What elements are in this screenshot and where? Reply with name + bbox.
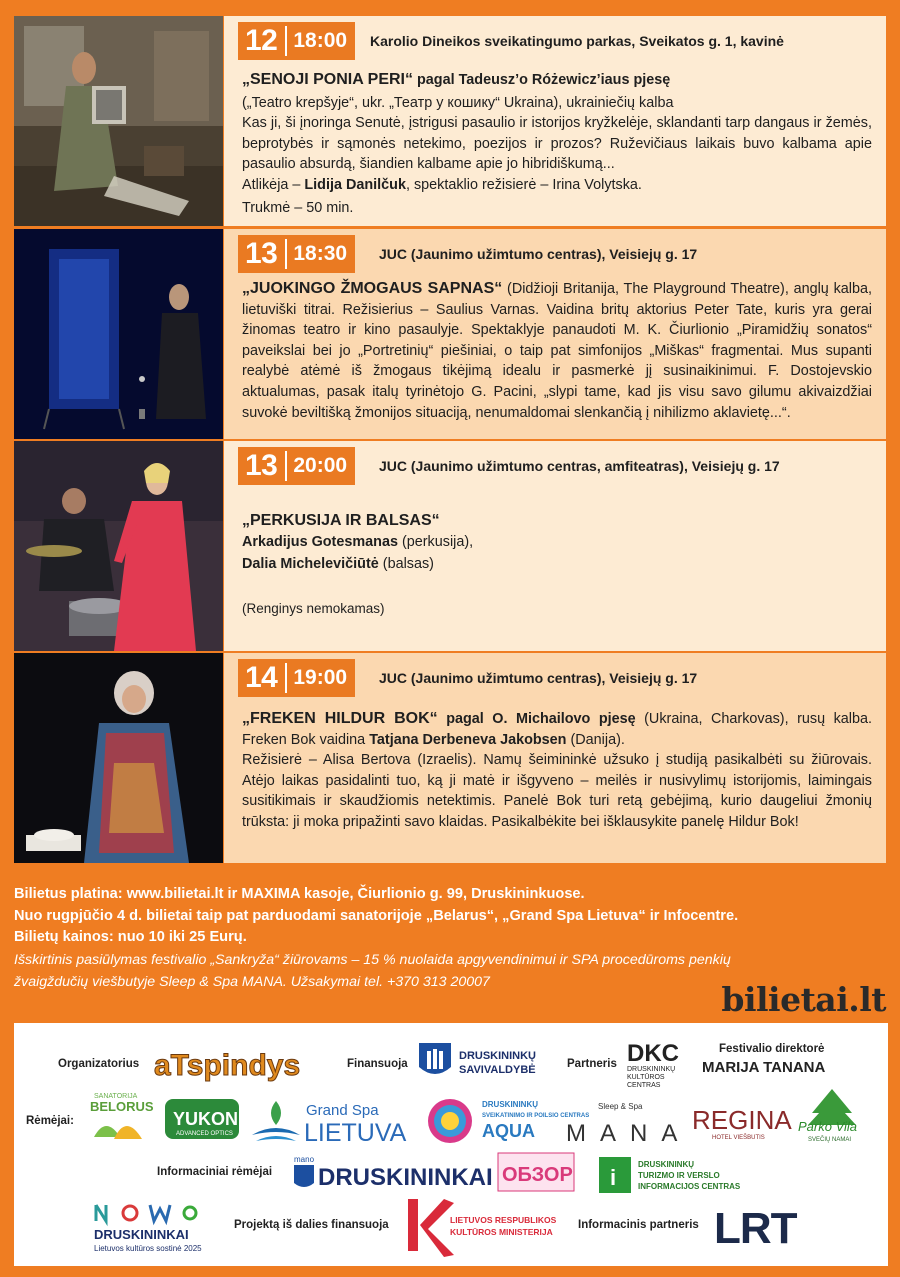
lkm-line-1: LIETUVOS RESPUBLIKOS: [450, 1215, 557, 1225]
aqua-top: DRUSKININKŲ: [482, 1100, 538, 1109]
lrt-text: LRT: [714, 1204, 797, 1253]
svg-text:i: i: [610, 1165, 617, 1190]
aqua-text: AQUA: [482, 1121, 535, 1141]
event-13-1830: [14, 229, 886, 439]
spa-symbol-logo: [246, 1095, 306, 1150]
event-description: [242, 70, 872, 218]
regina-logo: [690, 1099, 792, 1148]
event-photo-accordion-player: [14, 16, 223, 226]
event-day: 12: [245, 24, 278, 57]
event-body: [224, 229, 886, 439]
performer-2-role: (balsas): [378, 556, 434, 573]
parko-vila-logo: [790, 1087, 874, 1150]
director-name: MARIJA TANANA: [702, 1059, 826, 1076]
event-title: „SENOJI PONIA PERI“: [242, 71, 413, 88]
event-body: [224, 16, 886, 226]
druskininkai-municipality-logo: [417, 1039, 547, 1088]
svg-text:DKC: DKC: [627, 1040, 679, 1067]
obzor-logo: [496, 1151, 576, 1198]
culture-line-1: DRUSKININKAI: [94, 1227, 189, 1242]
belorus-top: SANATORIJA: [94, 1093, 138, 1100]
event-12: [14, 16, 886, 226]
event-venue: Karolio Dineikos sveikatingumo parkas, Sveikatos g. 1, kavinė: [370, 33, 784, 49]
park-sub: SVEČIŲ NAMAI: [808, 1137, 852, 1143]
tic-line-3: INFORMACIJOS CENTRAS: [638, 1182, 741, 1191]
actor-name: Tatjana Derbeneva Jakobsen: [369, 731, 567, 748]
performer-2-name: Dalia Michelevičiūtė: [242, 556, 379, 573]
event-desc-text: (Didžioji Britanija, The Playground Theatre), anglų kalba, lietuviški titrai. Režisierius – Saulius Varnas. Vaidina britų aktorius Peter Tate, kuris yra gerai žinomas teatro ir kino pasaulyje. Spektaklyje panaudoti M. K. Čiurlionio „Piramidžių sonatos“ paveikslai bei jo „Portretinių“ piešiniai, o taip pat simfonijos „Miškas“ fragmentai. Mus supanti realybė atėmė iš žmogaus tikėjimą idealu ir pasmerkė jį susinaikinimui. F. Dostojevskio aktualumas, pasak italų tyrinėtojo G. Pacini, „slypi tame, kad jis visu savo gilumu akivaizdžiai suvokė beviltišką žmonijos situaciją, nenumaldomai slenkančią į nihilizmo aklavietę...“.: [242, 281, 872, 421]
event-day: 14: [245, 661, 278, 694]
lrt-logo: [714, 1199, 814, 1258]
grandspa-line-2: LIETUVA: [304, 1119, 407, 1147]
ticket-prices: Bilietų kainos: nuo 10 iki 25 Eurų.: [14, 929, 247, 946]
special-offer-line-2: žvaigždučių viešbutyje Sleep & Spa MANA. Užsakymai tel. +370 313 20007: [14, 973, 490, 990]
yukon-text: YUKON: [173, 1109, 239, 1129]
belorus-text: BELORUS: [90, 1099, 154, 1114]
ticket-info: [14, 884, 888, 993]
date-time-badge: [238, 659, 355, 697]
mana-logo: [564, 1097, 692, 1150]
sponsors-panel: [14, 1023, 888, 1266]
info-supporters-label: Informaciniai rėmėjai: [157, 1166, 273, 1178]
grand-spa-lietuva-logo: [302, 1099, 426, 1152]
event-time: 18:30: [293, 242, 348, 265]
grandspa-line-1: Grand Spa: [306, 1102, 379, 1119]
event-title-tail: (Ukraina, Charkovas), rusų kalba. Freken Bok vaidina: [242, 711, 872, 748]
dkc-logo: [627, 1037, 687, 1096]
lkm-line-2: KULTŪROS MINISTERIJA: [450, 1227, 553, 1237]
regina-sub: HOTEL VIEŠBUTIS: [712, 1135, 765, 1141]
event-title: „JUOKINGO ŽMOGAUS SAPNAS“: [242, 280, 503, 297]
bilietai-logo: bilietai.lt: [721, 980, 886, 1019]
event-desc-text: Kas ji, ši įnoringa Senutė, įstrigusi pasaulio ir istorijos kryžkelėje, sklandanti tarp dangaus ir žemės, beprotybės ir sąmonės netekimo, poezijos ir prozos? Ruževičiaus laikais buvo kalbama apie pasaulio absurdą, šiandien kalbame apie jo hibridiškumą...: [242, 115, 872, 173]
event-title: „PERKUSIJA IR BALSAS“: [242, 512, 440, 529]
performer-suffix: , spektaklio režisierė – Irina Volytska.: [405, 176, 642, 193]
regina-text: REGINA: [692, 1105, 792, 1135]
atspindys-logo-text: aTspindys: [154, 1049, 301, 1082]
druskininkai-culture-capital-logo: [90, 1199, 240, 1262]
mano-druskininkai-logo: [292, 1151, 493, 1198]
special-offer-line-1: Išskirtinis pasiūlymas festivalio „Sankryža“ žiūrovams – 15 % nuolaida apgyvendinimui ir SPA procedūroms penkių: [14, 951, 731, 968]
organizer-label: Organizatorius: [58, 1058, 140, 1070]
event-day: 13: [245, 449, 278, 482]
druskininkai-text: DRUSKININKAI: [318, 1164, 493, 1191]
event-body: [224, 653, 886, 863]
event-venue: JUC (Jaunimo užimtumo centras), Veisiejų g. 17: [379, 246, 698, 262]
tourism-info-centre-logo: [598, 1155, 768, 1200]
culture-ministry-logo: [404, 1195, 557, 1264]
supporters-label: Rėmėjai:: [26, 1115, 74, 1127]
performer-prefix: Atlikėja –: [242, 176, 305, 193]
event-note: (Renginys nemokamas): [242, 601, 385, 616]
finance-logo-line-1: DRUSKININKŲ: [459, 1050, 536, 1062]
dkc-line-3: CENTRAS: [627, 1082, 661, 1089]
event-time: 20:00: [293, 454, 348, 477]
event-description: [242, 709, 872, 833]
aqua-logo: [424, 1093, 590, 1152]
dkc-line-1: DRUSKININKŲ: [627, 1066, 676, 1073]
tic-line-2: TURIZMO IR VERSLO: [638, 1171, 720, 1180]
event-13-2000: [14, 441, 886, 651]
event-duration: Trukmė – 50 min.: [242, 199, 354, 216]
culture-line-2: Lietuvos kultūros sostinė 2025: [94, 1244, 202, 1253]
ticket-line-2: Nuo rugpjūčio 4 d. bilietai taip pat parduodami sanatorijoje „Belarus“, „Grand Spa Lietuva“ ir Infocentre.: [14, 907, 739, 924]
event-venue: JUC (Jaunimo užimtumo centras), Veisiejų g. 17: [379, 670, 698, 686]
event-body: [224, 441, 886, 651]
event-desc-text: Režisierė – Alisa Bertova (Izraelis). Namų šeimininkė užsuko į studiją pasikalbėti su žiūrovais. Atėjo laikas pasidalinti tuo, ką ji matė ir išgyveno – meilės ir nusivylimų istorijomis, laimingais susitikimais ir skaudžiomis netektimis. Panelė Bok turi retą gebėjimą, kurio daugeliui žmonių trūksta: ji moka pripažinti savo klaidas. Pasikalbėkite bei išklausykite panelę Hildur Bok!: [242, 752, 872, 830]
event-venue: JUC (Jaunimo užimtumo centras, amfiteatras), Veisiejų g. 17: [379, 458, 780, 474]
dkc-line-2: KULTŪROS: [627, 1074, 665, 1081]
date-time-badge: [238, 22, 355, 60]
event-photo-woman-phone: [14, 653, 223, 863]
yukon-logo: [164, 1097, 240, 1146]
mana-top: Sleep & Spa: [598, 1102, 643, 1111]
obzor-text: ОБЗОР: [502, 1164, 573, 1186]
event-time: 19:00: [293, 666, 348, 689]
event-title-rest: pagal Tadeusz’o Różewicz’iaus pjesę: [413, 72, 671, 88]
mana-text: MANA: [566, 1120, 692, 1147]
date-time-badge: [238, 235, 355, 273]
event-title-rest: pagal O. Michailovo pjesę: [437, 711, 636, 727]
ticket-line-1: Bilietus platina: www.bilietai.lt ir MAXIMA kasoje, Čiurlionio g. 99, Druskininkuose.: [14, 886, 585, 902]
event-description: [242, 511, 872, 575]
event-description: [242, 279, 872, 423]
date-time-badge: [238, 447, 355, 485]
finance-logo-line-2: SAVIVALDYBĖ: [459, 1064, 536, 1076]
partner-label: Partneris: [567, 1058, 617, 1070]
atspindys-logo: [150, 1041, 326, 1088]
yukon-sub: ADVANCED OPTICS: [176, 1131, 233, 1137]
event-photo-drummer-singer: [14, 441, 223, 651]
event-14: [14, 653, 886, 863]
event-time: 18:00: [293, 29, 348, 52]
park-text: Parko Vila: [798, 1119, 858, 1134]
performer-1-name: Arkadijus Gotesmanas: [242, 533, 398, 550]
tic-line-1: DRUSKININKŲ: [638, 1160, 694, 1169]
performer-1-role: (perkusija),: [397, 533, 474, 550]
finance-label: Finansuoja: [347, 1058, 408, 1070]
event-day: 13: [245, 237, 278, 270]
event-title: „FREKEN HILDUR BOK“: [242, 710, 438, 727]
director-label: Festivalio direktorė: [719, 1043, 825, 1055]
project-finance-label: Projektą iš dalies finansuoja: [234, 1219, 389, 1231]
performer-name: Lidija Danilčuk: [304, 176, 406, 193]
aqua-mid: SVEIKATINIMO IR POILSIO CENTRAS: [482, 1113, 590, 1119]
mano-text: mano: [294, 1155, 315, 1164]
info-partner-label: Informacinis partneris: [578, 1219, 699, 1231]
event-language: („Teatro krepšyje“, ukr. „Театр у кошику“ Ukraina), ukrainiečių kalba: [242, 94, 674, 111]
event-photo-actor-stage: [14, 229, 223, 439]
actor-tail: (Danija).: [566, 731, 625, 748]
belorus-logo: [84, 1089, 158, 1148]
